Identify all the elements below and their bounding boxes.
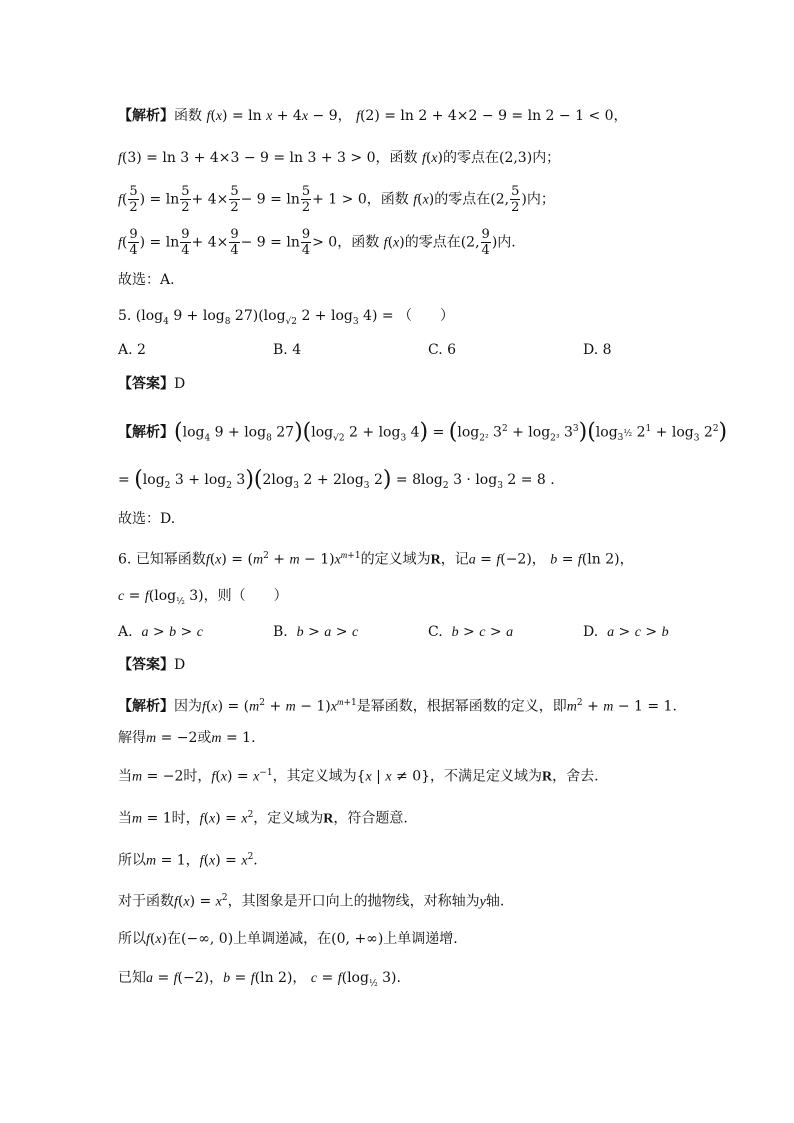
text: ，函数 [366, 191, 409, 208]
question-number: 5. [118, 308, 132, 324]
text: ，则（ ） [203, 588, 288, 604]
text: ，函数 [375, 150, 418, 166]
text: ，定义域为 [253, 810, 324, 827]
text: 内. [497, 234, 516, 251]
text: 的定义域为 [360, 551, 431, 568]
q6-analysis-line-8: 已知a = f(−2)，b = f(ln 2)， $c = f(\log_{\frac{1}{2}}$ 3). [118, 970, 401, 989]
text: 因为 [174, 698, 202, 715]
answer-label: 【答案】 [118, 657, 174, 673]
text: ，不满足定义域为 [430, 768, 543, 785]
text: ，其定义域为 [272, 768, 357, 785]
option-d: D. 8 [583, 342, 612, 358]
q5-analysis-line-1: 【解析】($\log_4$ $9 + \log_8 27)(\log_{√2}$ $2 + \log_3 4) = (\log_{2^2}$ $3^2 + \log_{2^3} 3^3)(\log_{3^{\frac{1}{2}}}$ $2^1 + \log_3 2^2$) [118, 419, 728, 445]
option-letter: D. [583, 624, 599, 640]
answer-label: 【答案】 [118, 376, 174, 392]
analysis-label: 【解析】 [118, 698, 174, 715]
option-b: B. b > a > c [273, 624, 359, 640]
text: 的零点在 [404, 234, 461, 251]
q6-analysis-line-2: 解得m = −2或m = 1. [118, 730, 256, 746]
text: 所以 [118, 931, 146, 947]
text: ，函数 [337, 234, 380, 251]
question-number: 6. [118, 551, 132, 568]
text: 内； [526, 191, 555, 208]
text: ， [531, 551, 546, 568]
p4-analysis-line-2: f(3) = ln 3 + 4×3 − 9 = ln 3 + 3 > 0，函数 f(x)的零点在(2,3)内； [118, 150, 561, 166]
q6-analysis-line-4: 当m = 1时，$f(x) = x^2$，定义域为R，符合题意. [118, 810, 408, 827]
text: 函数 [174, 108, 202, 124]
text: 当 [118, 768, 132, 785]
text: 当 [118, 810, 132, 827]
text: 上单调递减，在 [233, 931, 332, 947]
q6-analysis-line-5: 所以m = 1，$f(x) = x^2$. [118, 852, 258, 869]
q6-analysis-line-1: 【解析】因为$f(x) = (m^2 + m - 1)x^{m+1}$是幂函数，根据幂函数的定义，即$m^2 + m - 1 = 1$. [118, 697, 677, 715]
text: ， [619, 551, 634, 568]
option-a: A. a > b > c [118, 624, 203, 640]
option-c: C. 6 [428, 342, 457, 358]
q5-stem: 5. ($\log_4$ $9 + \log_8 27)(\log_{√2}$ $2 + \log_3 4$) = （ ） [118, 308, 455, 327]
option-c: C. b > c > a [428, 624, 514, 640]
text: 所以 [118, 852, 146, 869]
text: ，符合题意. [333, 810, 408, 827]
text: ，记 [440, 551, 469, 568]
text: 时， [183, 768, 212, 785]
choose-label: 故选： [118, 511, 160, 527]
q6-answer [118, 655, 734, 675]
text: ，其图象是开口向上的抛物线，对称轴为 [227, 893, 480, 910]
q6-stem-line-2: $c = f(\log_{\frac{1}{2}}$ 3)，则（ ） [118, 588, 288, 607]
q5-options [118, 342, 738, 358]
p4-analysis-line-4: f( $\frac{9}{4}$ ) = ln $\frac{9}{4}$ + 4× $\frac{9}{4}$ − 9 = ln $\frac{9}{4}$ > 0，函数 f(x)的零点在(2, $\frac{9}{4}$ )内. [118, 227, 516, 258]
q5-analysis-line-2: = ($\log_2$ $3 + \log_2 3)(2\log_3$ $2 + 2\log_3$ $2) = 8\log_2$ $3 \cdot \log_3 2 = 8$ . [118, 467, 555, 492]
text: ， [209, 970, 224, 986]
text: 对于函数 [118, 893, 174, 910]
q6-options [118, 624, 738, 641]
option-b: B. 4 [273, 342, 302, 358]
q6-analysis-line-6: 对于函数$f(x) = x^2$，其图象是开口向上的抛物线，对称轴为y轴. [118, 893, 505, 910]
option-a: A. 2 [118, 342, 146, 358]
text: 轴. [485, 893, 505, 910]
q5-answer [118, 374, 734, 394]
text: 内； [532, 150, 561, 166]
answer-value: D [174, 376, 186, 392]
text: 在 [167, 931, 182, 947]
p4-analysis-line-3: f( $\frac{5}{2}$ ) = ln $\frac{5}{2}$ + 4× $\frac{5}{2}$ − 9 = ln $\frac{5}{2}$ + 1 > 0，函数 f(x)的零点在(2, $\frac{5}{2}$ )内； [118, 184, 555, 215]
choose-label: 故选： [118, 272, 160, 288]
p4-analysis-line-1: 【解析】函数 f(x) = ln x + 4x − 9， f(2) = ln 2 + 4×2 − 9 = ln 2 − 1 < 0， [118, 108, 628, 124]
text: 或 [197, 730, 212, 746]
text: 上单调递增. [383, 931, 458, 947]
text: 解得 [118, 730, 146, 746]
text: 时， [171, 810, 200, 827]
text: ， [292, 970, 307, 986]
answer-blank: （ ） [398, 308, 455, 324]
option-letter: B. [273, 624, 288, 640]
text: 的零点在 [434, 191, 491, 208]
text: ， [337, 108, 352, 124]
text: 是幂函数，根据幂函数的定义，即 [356, 698, 567, 715]
choice-value: A. [160, 272, 175, 288]
option-d: D. a > c > b [583, 624, 669, 640]
answer-value: D [174, 657, 186, 673]
option-letter: C. [428, 624, 443, 640]
text: ，舍去. [552, 768, 599, 785]
q6-analysis-line-7: 所以f(x)在(−∞, 0)上单调递减，在(0, +∞)上单调递增. [118, 931, 458, 947]
analysis-label: 【解析】 [118, 424, 174, 441]
text: ， [185, 852, 200, 869]
p4-choice [118, 270, 734, 290]
text: 已知 [118, 970, 146, 986]
option-letter: A. [118, 624, 133, 640]
analysis-label: 【解析】 [118, 108, 174, 124]
q6-stem-line-1: 6. 已知幂函数$f(x) = (m^2 + m - 1)x^{m+1}$的定义域为R，记a = f(−2)， b = f(ln 2)， [118, 550, 634, 568]
q5-choice [118, 509, 734, 529]
choice-value: D. [160, 511, 176, 527]
text: 的零点在 [442, 150, 499, 166]
text: ， [613, 108, 628, 124]
text: 已知幂函数 [135, 551, 206, 568]
q6-analysis-line-3: 当m = −2时，$f(x) = x^{-1}$，其定义域为{x | x ≠ 0}，不满足定义域为R，舍去. [118, 768, 599, 785]
